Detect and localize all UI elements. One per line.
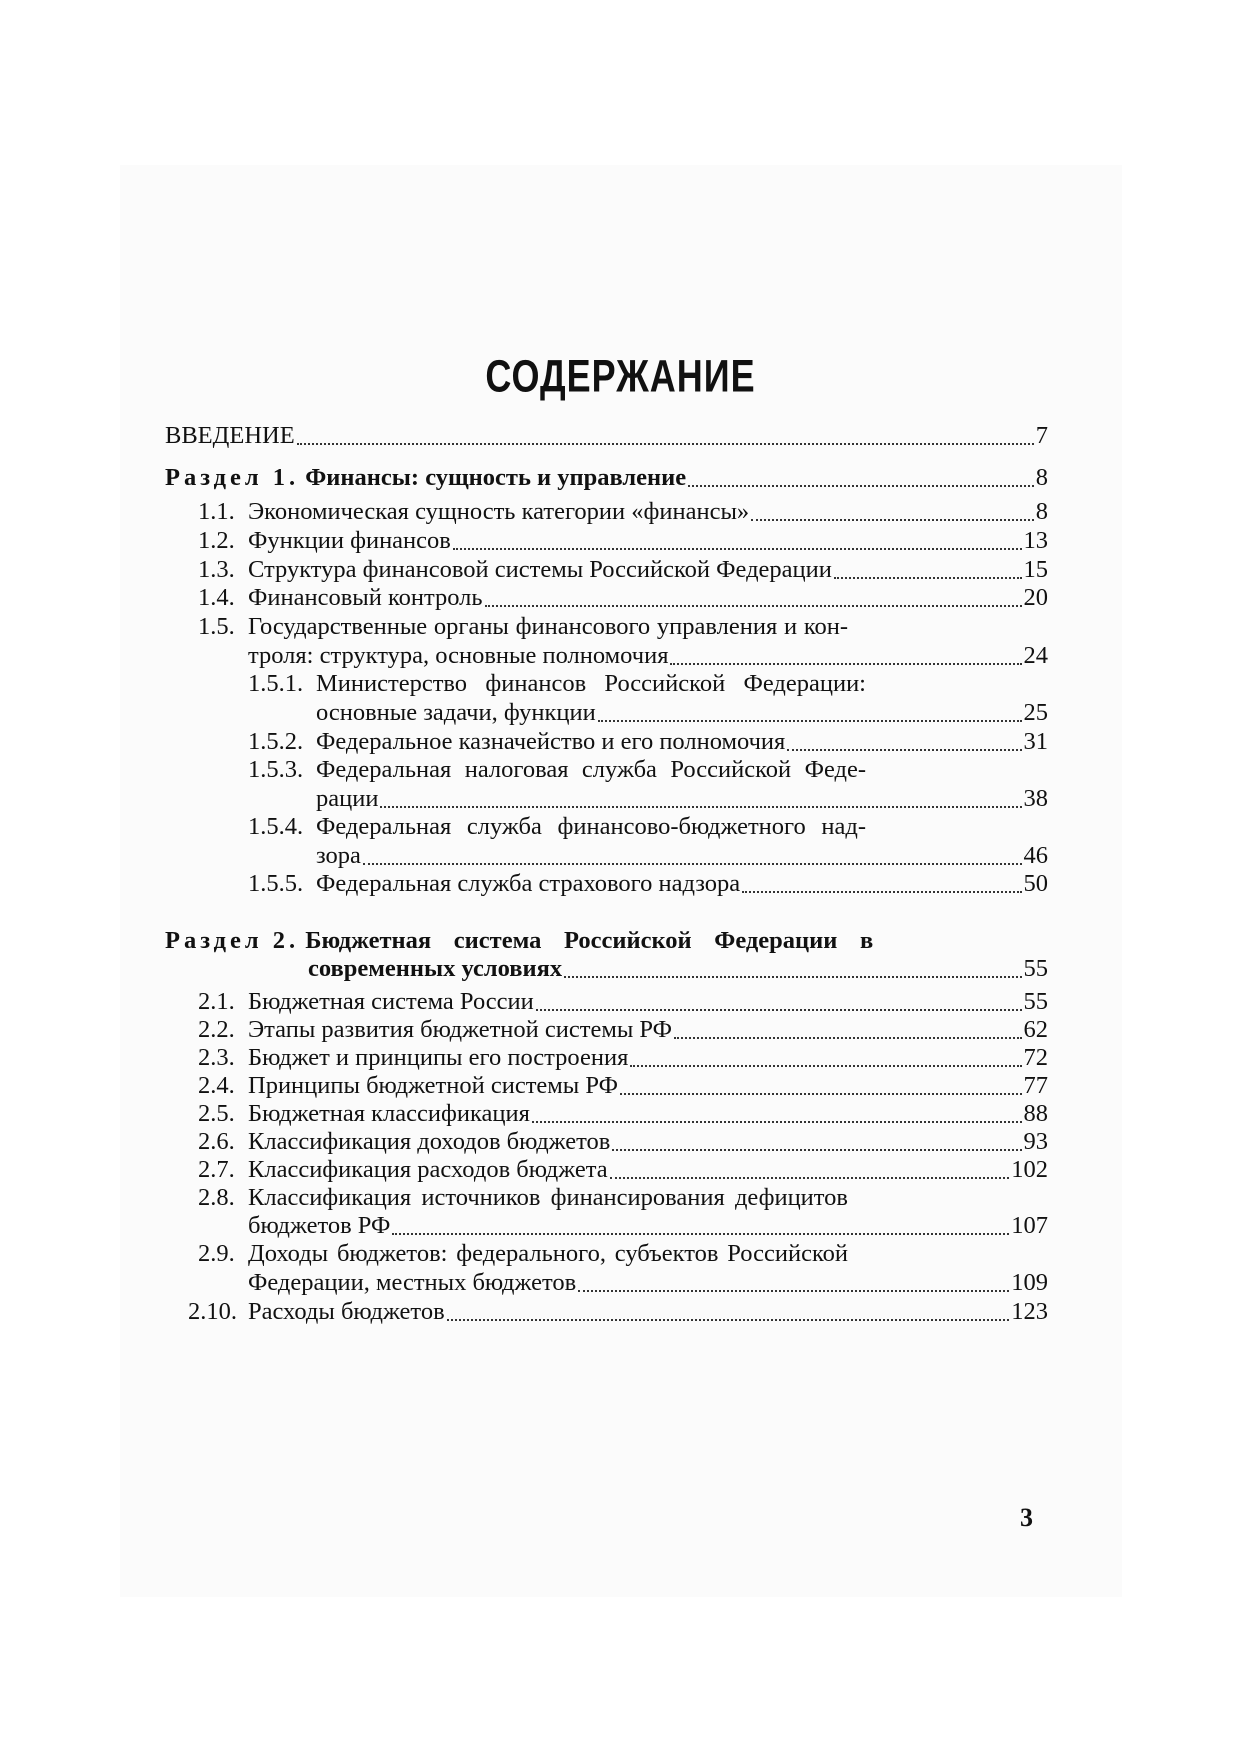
section-prefix: Раздел 1. <box>165 464 300 491</box>
entry-title: Структура финансовой системы Российской Федерации <box>248 556 832 583</box>
leader-dots <box>688 485 1034 487</box>
page-title: СОДЕРЖАНИЕ <box>485 350 756 402</box>
entry-title-line1: Министерство финансов Российской Федерации: <box>316 670 866 697</box>
leader-dots <box>297 443 1034 445</box>
entry-page: 46 <box>1023 842 1048 869</box>
section-page: 55 <box>1023 955 1048 982</box>
entry-title: Бюджетная классификация <box>248 1100 530 1127</box>
entry-page: 50 <box>1023 870 1048 897</box>
entry-title-line2: зора <box>316 842 361 869</box>
entry-number: 2.10. <box>188 1298 237 1325</box>
toc-entry-1-5-3[interactable] <box>248 754 1048 786</box>
entry-title: Классификация доходов бюджетов <box>248 1128 611 1155</box>
leader-dots <box>674 1037 1022 1039</box>
entry-number: 1.5.3. <box>248 756 304 783</box>
leader-dots <box>834 577 1022 579</box>
leader-dots <box>742 891 1021 893</box>
entry-page: 107 <box>1011 1212 1048 1239</box>
entry-title: Бюджетная система России <box>248 988 534 1015</box>
entry-number: 2.1. <box>198 988 235 1015</box>
entry-title: Федеральная служба страхового надзора <box>316 870 741 897</box>
leader-dots <box>363 863 1022 865</box>
entry-number: 2.6. <box>198 1128 235 1155</box>
entry-number: 1.5.5. <box>248 870 304 897</box>
toc-section-1[interactable] <box>165 462 1048 494</box>
leader-dots <box>670 663 1021 665</box>
page-number: 3 <box>1020 1503 1033 1532</box>
section-title: Финансы: сущность и управление <box>305 464 687 491</box>
entry-page: 38 <box>1023 785 1048 812</box>
entry-page: 77 <box>1023 1072 1048 1099</box>
leader-dots <box>578 1290 1009 1292</box>
entry-title: Бюджет и принципы его построения <box>248 1044 629 1071</box>
leader-dots <box>787 749 1021 751</box>
section-title-line1: Бюджетная система Российской Федерации в <box>305 927 874 954</box>
leader-dots <box>536 1009 1022 1011</box>
leader-dots <box>453 548 1022 550</box>
entry-page: 13 <box>1023 527 1048 554</box>
entry-number: 2.8. <box>198 1184 235 1211</box>
entry-page: 55 <box>1023 988 1048 1015</box>
toc-entry-2-9-cont[interactable] <box>248 1267 1048 1299</box>
entry-title: Финансовый контроль <box>248 584 483 611</box>
toc-entry-1-5-1[interactable] <box>248 668 1048 700</box>
entry-title-line1: Классификация источников финансирования дефицитов <box>248 1184 848 1211</box>
entry-number: 1.3. <box>198 556 235 583</box>
toc-entry-title: ВВЕДЕНИЕ <box>165 422 295 449</box>
entry-page: 93 <box>1023 1128 1048 1155</box>
entry-title-line2: троля: структура, основные полномочия <box>248 642 669 669</box>
entry-page: 8 <box>1035 498 1048 525</box>
toc-entry-1-5-5[interactable] <box>248 868 1048 900</box>
entry-page: 20 <box>1023 584 1048 611</box>
entry-number: 1.4. <box>198 584 235 611</box>
leader-dots <box>564 976 1021 978</box>
leader-dots <box>620 1093 1022 1095</box>
entry-number: 1.5.4. <box>248 813 304 840</box>
entry-title-line2: рации <box>316 785 379 812</box>
entry-page: 31 <box>1023 728 1048 755</box>
entry-number: 1.5.2. <box>248 728 304 755</box>
entry-page: 72 <box>1023 1044 1048 1071</box>
entry-title-line1: Государственные органы финансового управления и кон- <box>248 613 848 640</box>
leader-dots <box>598 720 1022 722</box>
entry-title-line1: Федеральная служба финансово-бюджетного над- <box>316 813 866 840</box>
entry-title-line2: бюджетов РФ <box>248 1212 391 1239</box>
entry-title: Экономическая сущность категории «финансы» <box>248 498 750 525</box>
leader-dots <box>392 1233 1009 1235</box>
entry-title-line2: Федерации, местных бюджетов <box>248 1269 577 1296</box>
entry-number: 1.1. <box>198 498 235 525</box>
entry-number: 1.5. <box>198 613 235 640</box>
entry-number: 2.3. <box>198 1044 235 1071</box>
toc-entry-1-5-1-cont[interactable] <box>316 697 1048 729</box>
toc-entry-1-4[interactable] <box>198 582 1048 614</box>
entry-page: 15 <box>1023 556 1048 583</box>
leader-dots <box>532 1121 1022 1123</box>
toc-section-2-cont[interactable] <box>308 953 1048 985</box>
leader-dots <box>447 1319 1010 1321</box>
toc-entry-1-1[interactable] <box>198 496 1048 528</box>
toc-entry-2-10[interactable] <box>188 1296 1048 1328</box>
toc-entry-1-5[interactable] <box>198 611 1048 643</box>
leader-dots <box>751 519 1034 521</box>
entry-title-line1: Доходы бюджетов: федерального, субъектов Российской <box>248 1240 848 1267</box>
leader-dots <box>630 1065 1021 1067</box>
entry-title-line1: Федеральная налоговая служба Российской Феде- <box>316 756 866 783</box>
toc-entry-2-9[interactable] <box>198 1238 1048 1270</box>
entry-number: 2.4. <box>198 1072 235 1099</box>
entry-page: 123 <box>1011 1298 1048 1325</box>
section-prefix: Раздел 2. <box>165 927 300 954</box>
entry-title: Федеральное казначейство и его полномочия <box>316 728 786 755</box>
section-title-line2: современных условиях <box>308 955 563 982</box>
entry-number: 2.9. <box>198 1240 235 1267</box>
leader-dots <box>612 1149 1021 1151</box>
toc-entry-1-2[interactable] <box>198 525 1048 557</box>
entry-title: Расходы бюджетов <box>248 1298 445 1325</box>
entry-number: 1.2. <box>198 527 235 554</box>
leader-dots <box>485 605 1022 607</box>
entry-title: Этапы развития бюджетной системы РФ <box>248 1016 672 1043</box>
leader-dots <box>610 1177 1010 1179</box>
toc-entry-1-5-4[interactable] <box>248 811 1048 843</box>
entry-number: 2.2. <box>198 1016 235 1043</box>
entry-title: Принципы бюджетной системы РФ <box>248 1072 618 1099</box>
entry-number: 1.5.1. <box>248 670 304 697</box>
entry-title-line2: основные задачи, функции <box>316 699 596 726</box>
entry-page: 102 <box>1011 1156 1048 1183</box>
entry-number: 2.5. <box>198 1100 235 1127</box>
entry-page: 25 <box>1023 699 1048 726</box>
entry-page: 88 <box>1023 1100 1048 1127</box>
toc-entry-intro[interactable] <box>165 420 1048 452</box>
entry-page: 109 <box>1011 1269 1048 1296</box>
entry-number: 2.7. <box>198 1156 235 1183</box>
section-page: 8 <box>1035 464 1048 491</box>
toc-entry-page: 7 <box>1035 422 1048 449</box>
entry-title: Функции финансов <box>248 527 451 554</box>
entry-title: Классификация расходов бюджета <box>248 1156 608 1183</box>
entry-page: 24 <box>1023 642 1048 669</box>
leader-dots <box>380 806 1021 808</box>
entry-page: 62 <box>1023 1016 1048 1043</box>
